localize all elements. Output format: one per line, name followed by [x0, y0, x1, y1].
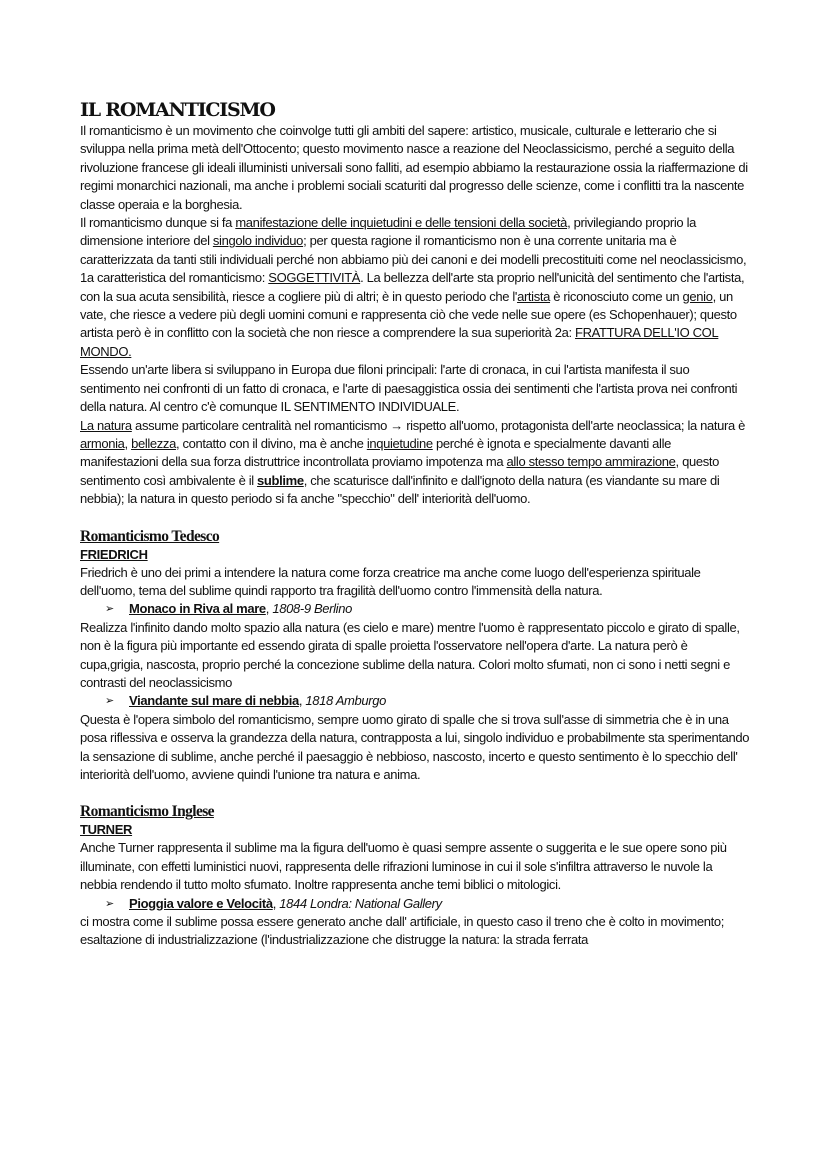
text-run: singolo individuo [212, 233, 304, 249]
arrowhead-bullet-icon: ➢ [105, 603, 114, 616]
text-run: assume particolare centralità nel romanticismo → rispetto all'uomo, protagonista dell'arte neoclassica; la natura è [131, 417, 746, 433]
section-heading: Romanticismo Tedesco [80, 527, 220, 545]
text-run: , [265, 601, 273, 617]
paragraph [80, 564, 752, 601]
text-run: , contatto con il divino, ma è anche [175, 435, 367, 451]
text-run: è riconosciuto come un [550, 288, 683, 304]
artwork-bullet [80, 600, 752, 618]
text-run: genio [682, 288, 713, 304]
section [80, 527, 752, 785]
bullet-text [129, 895, 442, 913]
text-run: La natura [80, 417, 132, 433]
arrowhead-bullet-icon: ➢ [105, 897, 114, 910]
paragraph [80, 417, 752, 509]
intro-section [80, 122, 752, 509]
text-run: , [298, 693, 306, 709]
text-run: , [272, 895, 280, 911]
section-heading: Romanticismo Inglese [80, 803, 214, 821]
text-run: ci mostra come il sublime possa essere generato anche dall' artificiale, in questo caso il treno che è colto in movimento; esaltazione di industrializzazione (l'industrializzazione che distrugge la natura: la strada ferrata [80, 914, 725, 948]
section [80, 802, 752, 949]
text-run: perché è ignota e specialmente davanti alle manifestazioni della sua forza distruttrice incontrollata proviamo impotenza ma [80, 435, 671, 470]
paragraph [80, 711, 752, 785]
text-run: Essendo un'arte libera si sviluppano in Europa due filoni principali: l'arte di cronaca, in cui l'artista manifesta il suo sentimento nei confronti di un fatto di cronaca, e l'arte di paesaggistica ossia dei sentimenti che l'artista prova nei confronti della natura. Al centro c'è comunque IL SENTIMENTO INDIVIDUALE. [80, 362, 738, 415]
text-run: inquietudine [366, 435, 433, 451]
text-run: Questa è l'opera simbolo del romanticismo, sempre uomo girato di spalle che si trova sull'asse di simmetria che è in una posa riflessiva e osserva la grandezza della natura, contrapposta a lui, singolo individuo e probabilmente sta sperimentando la sensazione di sublime, anche perché il paesaggio è nebbioso, nascosto, incerto e questo sentimento è lo specchio dell' interiorità dell'uomo, avviene quindi l'unione tra natura e anima. [80, 711, 750, 782]
text-run: sublime [257, 472, 304, 488]
text-run: manifestazione delle inquietudini e delle tensioni della società [235, 215, 568, 231]
paragraph [80, 619, 752, 693]
text-run: , un vate, che riesce a vedere più degli uomini comuni e rappresenta ciò che vede nelle sue opere (es Schopenhauer); questo artista però è in conflitto con la società che non riesce a comprendere la sua superiorità 2a: [80, 288, 737, 341]
text-run: , [124, 435, 132, 451]
text-run: . La bellezza dell'arte sta proprio nell'unicità del sentimento che l'artista, con la sua acuta sensibilità, riesce a cogliere più di altri; è in questo periodo che l' [80, 270, 745, 304]
text-run: Il romanticismo dunque si fa [80, 215, 236, 231]
document-title: IL ROMANTICISMO [80, 99, 275, 121]
text-run: ; per questa ragione il romanticismo non è una corrente unitaria ma è caratterizzata da tanti stili individuali perché non abbiamo più dei canoni e dei modelli precostituiti come nel neoclassicismo, 1a caratteristica del romanticismo: [80, 233, 747, 286]
text-run: bellezza [131, 435, 176, 451]
text-run: SOGGETTIVITÀ [268, 270, 361, 286]
text-run: , questo sentimento così ambivalente è il [80, 454, 720, 488]
document-page [80, 98, 752, 950]
text-run: Realizza l'infinito dando molto spazio alla natura (es cielo e mare) mentre l'uomo è rappresentato piccolo e girato di spalle, non è la figura più importante ed essendo girata di spalle proietta l'osservatore nell'opera d'arte. La natura però è cupa,grigia, nascosta, proprio perché la concezione sublime della natura. Colori molto sfumati, non ci sono i netti segni e contrasti del neoclassicismo [80, 619, 740, 690]
artist-heading: TURNER [80, 822, 133, 838]
paragraph [80, 839, 752, 894]
artwork-bullet [80, 692, 752, 710]
bullet-text [129, 692, 386, 710]
text-run: artista [517, 288, 551, 304]
bullet-text [129, 600, 352, 618]
text-run: Friedrich è uno dei primi a intendere la natura come forza creatrice ma anche come luogo dell'esperienza spirituale dell'uomo, tema del sublime quindi rapporto tra fragilità dell'uomo contro l'immensità della natura. [80, 564, 701, 598]
paragraph [80, 361, 752, 416]
text-run: allo stesso tempo ammirazione [506, 454, 676, 470]
paragraph [80, 214, 752, 361]
text-run: FRATTURA DELL'IO COL MONDO. [80, 325, 719, 359]
arrowhead-bullet-icon: ➢ [105, 695, 114, 708]
artist-heading: FRIEDRICH [80, 546, 148, 562]
sections-container [80, 527, 752, 950]
text-run: Pioggia valore e Velocità [129, 895, 273, 911]
paragraph [80, 913, 752, 950]
text-run: , che scaturisce dall'infinito e dall'ignoto della natura (es viandante su mare di nebbia); la natura in questo periodo si fa anche "specchio" dell' interiorità dell'uomo. [80, 472, 720, 507]
text-run: Il romanticismo è un movimento che coinvolge tutti gli ambiti del sapere: artistico, musicale, culturale e letterario che si sviluppa nella prima metà dell'Ottocento; questo movimento nasce a reazione del Neoclassicismo, perché a seguito della rivoluzione francese gli ideali illuministi universali sono falliti, ad esempio abbiamo la restaurazione ossia la riaffermazione di regimi monarchici nazionali, ma anche i problemi sociali scaturiti dal progresso delle scienze, come i conflitti tra la nascente classe operaia e la borghesia. [80, 123, 748, 212]
text-run: 1818 Amburgo [305, 693, 386, 709]
text-run: Monaco in Riva al mare [129, 601, 266, 617]
text-run: 1844 Londra: National Gallery [279, 895, 442, 911]
text-run: Viandante sul mare di nebbia [129, 693, 299, 709]
text-run: , privilegiando proprio la dimensione interiore del [80, 215, 696, 249]
text-run: armonia [80, 435, 125, 451]
text-run: 1808-9 Berlino [272, 601, 352, 617]
paragraph [80, 122, 752, 214]
text-run: Anche Turner rappresenta il sublime ma la figura dell'uomo è quasi sempre assente o suggerita e le sue opere sono più illuminate, con effetti luministici nuovi, rappresenta delle rifrazioni luminose in cui il sole s'infiltra attraverso le nuvole la nebbia rendendo il tutto molto sfumato. Inoltre rappresenta anche temi biblici o mitologici. [80, 840, 727, 893]
artwork-bullet [80, 895, 752, 913]
